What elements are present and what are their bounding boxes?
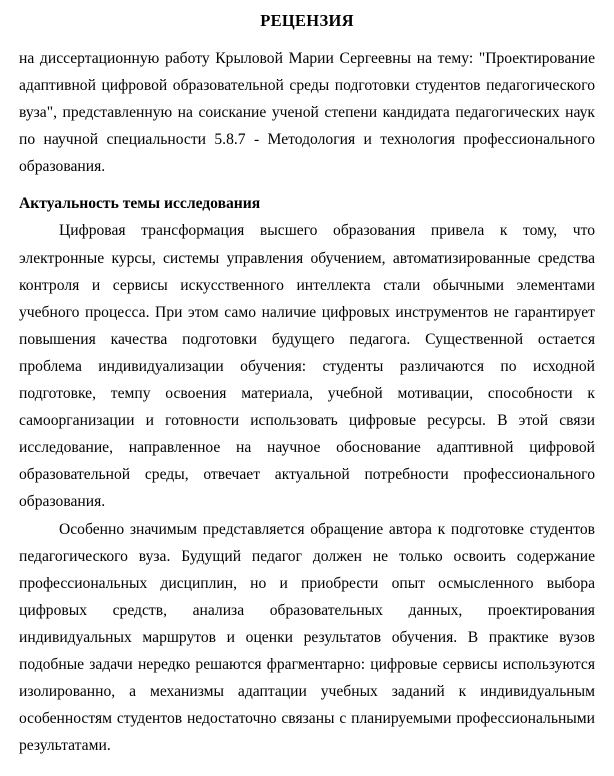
- document-page: [19, 9, 595, 759]
- document-title: РЕЦЕНЗИЯ: [260, 11, 354, 30]
- body-paragraph-1: Цифровая трансформация высшего образования привела к тому, что электронные курсы, системы управления обучением, автоматизированные средства контроля и сервисы искусственного интеллекта стали обычными элементами учебного процесса. При этом само наличие цифровых инструментов не гарантирует повышения качества подготовки будущего педагога. Существенной остается проблема индивидуализации обучения: студенты различаются по исходной подготовке, темпу освоения материала, учебной мотивации, способности к самоорганизации и готовности использовать цифровые ресурсы. В этой связи исследование, направленное на научное обоснование адаптивной цифровой образовательной среды, отвечает актуальной потребности профессионального образования.: [19, 222, 595, 511]
- body-paragraph-2: Особенно значимым представляется обращение автора к подготовке студентов педагогического вуза. Будущий педагог должен не только освоить содержание профессиональных дисциплин, но и приобрести опыт осмысленного выбора цифровых средств, анализа образовательных данных, проектирования индивидуальных маршрутов и оценки результатов обучения. В практике вузов подобные задачи нередко решаются фрагментарно: цифровые сервисы используются изолированно, а механизмы адаптации учебных заданий к индивидуальным особенностям студентов недостаточно связаны с планируемыми профессиональными результатами.: [19, 520, 595, 755]
- section-heading: Актуальность темы исследования: [19, 195, 261, 213]
- review-intro-paragraph: на диссертационную работу Крыловой Марии Сергеевны на тему: "Проектирование адаптивной цифровой образовательной среды подготовки студентов педагогического вуза", представленную на соискание ученой степени кандидата педагогических наук по научной специальности 5.8.7 - Методология и технология профессионального образования.: [19, 50, 595, 176]
